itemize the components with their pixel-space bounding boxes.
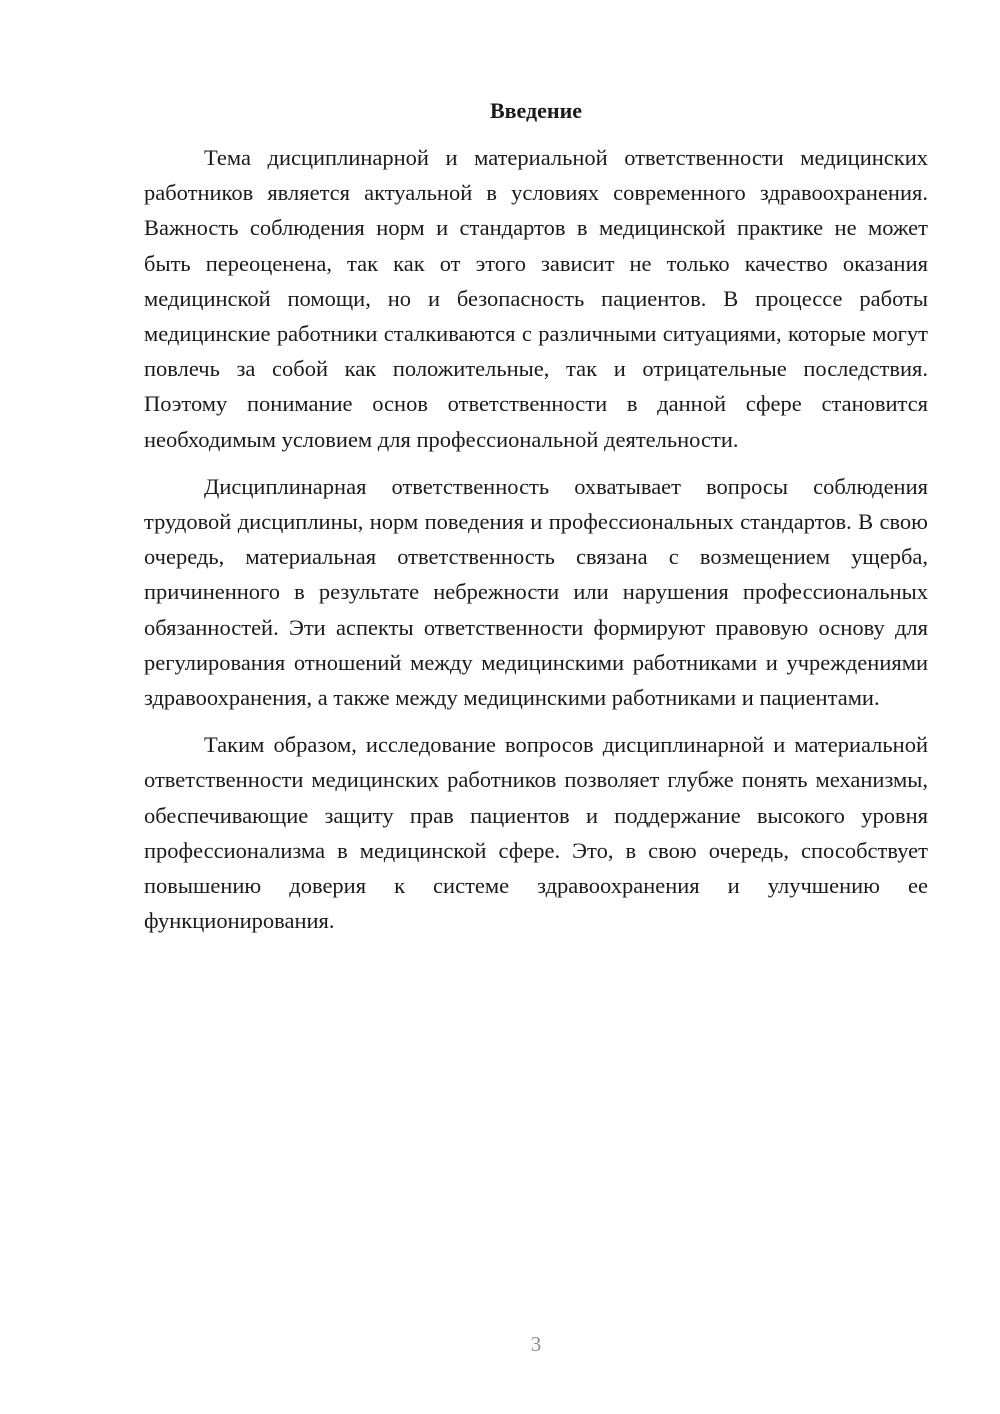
paragraph-2: Дисциплинарная ответственность охватывает вопросы соблюдения трудовой дисциплины, норм поведения и профессиональных стандартов. В свою очередь, материальная ответственность связана с возмещением ущерба, причиненного в результате небрежности или нарушения профессиональных обязанностей. Эти аспекты ответственности формируют правовую основу для регулирования отношений между медицинскими работниками и учреждениями здравоохранения, а также между медицинскими работниками и пациентами. <box>144 473 928 711</box>
paragraph-3: Таким образом, исследование вопросов дисциплинарной и материальной ответственности медицинских работников позволяет глубже понять механизмы, обеспечивающие защиту прав пациентов и поддержание высокого уровня профессионализма в медицинской сфере. Это, в свою очередь, способствует повышению доверия к системе здравоохранения и улучшению ее функционирования. <box>144 732 928 934</box>
paragraph-1: Тема дисциплинарной и материальной ответственности медицинских работников является актуальной в условиях современного здравоохранения. Важность соблюдения норм и стандартов в медицинской практике не может быть переоценена, так как от этого зависит не только качество оказания медицинской помощи, но и безопасность пациентов. В процессе работы медицинские работники сталкиваются с различными ситуациями, которые могут повлечь за собой как положительные, так и отрицательные последствия. Поэтому понимание основ ответственности в данной сфере становится необходимым условием для профессиональной деятельности. <box>144 145 928 452</box>
section-heading: Введение <box>489 98 583 123</box>
page-number: 3 <box>530 1332 542 1356</box>
page-content <box>144 94 928 950</box>
